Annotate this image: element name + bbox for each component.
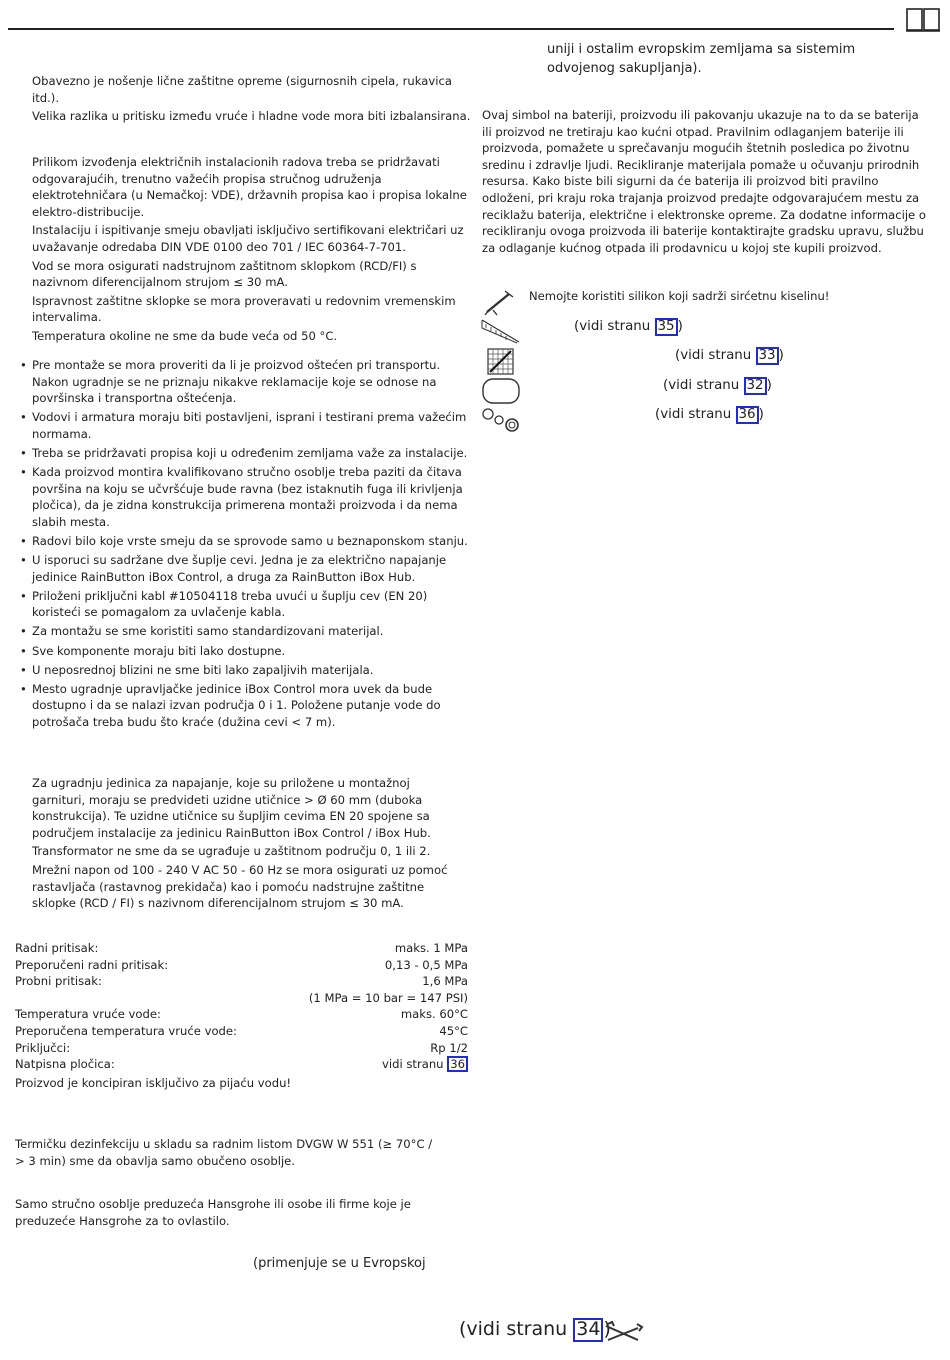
spec-row: Radni pritisak: maks. 1 MPa (15, 941, 468, 955)
dimension-drawing-icon (481, 318, 521, 344)
text-line: Obavezno je nošenje lične zaštitne opreme (sigurnosnih cipela, rukavica itd.). (32, 74, 452, 105)
grid-template-icon (487, 348, 514, 375)
page-ref-link[interactable]: 36 (447, 1056, 468, 1072)
silicone-gun-icon (483, 288, 515, 316)
text-line: Prilikom izvođenja električnih instalacionih radova treba se pridržavati odgovarajućih, trenutno važećih propisa stručnog udruženja elektrotehničara (u Nemačkoj: VDE), državnih propisa kao i propisa lokalne elektro-distribucije. (32, 155, 467, 219)
spec-row: (1 MPa = 10 bar = 147 PSI) (308, 990, 468, 1005)
page-ref-link[interactable]: 32 (744, 377, 767, 395)
page-ref-line: (vidi stranu 33 ) (675, 347, 784, 365)
authorized-personnel-note: Samo stručno osoblje preduzeća Hansgrohe ili osobe ili firme koje je preduzeće Hansgrohe za to ovlastilo. (15, 1197, 411, 1228)
text-line: Vod se mora osigurati nadstrujnom zaštitnom sklopkom (RCD/FI) s nazivnom diferencijalnom strujom ≤ 30 mA. (32, 258, 417, 290)
silicone-warning: Nemojte koristiti silikon koji sadrži sirćetnu kiselinu! (529, 289, 830, 303)
spec-row: Probni pritisak: 1,6 MPa (15, 974, 468, 989)
spec-row: Priključci: Rp 1/2 (15, 1040, 468, 1055)
text-line: Transformator ne sme da se ugrađuje u zaštitnom području 0, 1 ili 2. (32, 844, 431, 859)
list-item: • U neposrednoj blizini ne sme biti lako zapaljivih materijala. (20, 662, 470, 679)
spec-row: Preporučena temperatura vruće vode: 45°C (15, 1023, 468, 1038)
list-item: • Vodovi i armatura moraju biti postavljeni, isprani i testirani prema važećim normama. (20, 409, 470, 442)
page-ref-link[interactable]: 35 (655, 318, 678, 336)
battery-disposal-paragraph: Ovaj simbol na bateriji, proizvodu ili pakovanju ukazuje na to da se baterija ili proizvod ne tretiraju kao kućni otpad. Pravilnim odlaganjem baterije ili proizvoda, pomažete u sprečavanju mogućih štetnih posledica po životnu sredinu i zdravlje ljudi. Recikliranje materijala pomaže u očuvanju prirodnih resursa. Kako biste bili sigurni da će baterija ili proizvod biti pravilno odloženi, pri kraju roka trajanja proizvod predajte odgovarajućem mestu za reciklažu baterija, električne i elektronske opreme. Za dodatne informacije o recikliranju ovoga proizvoda ili baterije kontaktirajte gradsku upravu, službu za odlaganje kućnog otpada ili prodavnicu u kojoj ste kupili proizvod. (482, 108, 926, 255)
list-item: • U isporuci su sadržane dve šuplje cevi. Jedna je za električno napajanje jedinice RainButton iBox Control, a druga za RainButton iBox Hub. (20, 552, 470, 585)
list-item: • Priloženi priključni kabl #10504118 treba uvući u šuplju cev (EN 20) koristeći se pomagalom za uvlačenje kabla. (20, 588, 470, 621)
text-line: Velika razlika u pritisku između vruće i hladne vode mora biti izbalansirana. (32, 109, 471, 124)
list-item: • Za montažu se sme koristiti samo standardizovani materijal. (20, 623, 470, 640)
footer-page-ref: (vidi stranu 34 ) (459, 1318, 611, 1340)
header-rule (8, 28, 894, 30)
text-line: Instalaciju i ispitivanje smeju obavljati isključivo sertifikovani električari uz uvažavanje odredaba DIN VDE 0100 deo 701 / IEC 60364-7-701. (32, 223, 464, 254)
list-item: • Radovi bilo koje vrste smeju da se sprovode samo u beznaponskom stanju. (20, 533, 470, 550)
page-ref-link[interactable]: 36 (736, 406, 759, 424)
list-item: • Sve komponente moraju biti lako dostupne. (20, 643, 470, 660)
spare-parts-icon (481, 406, 521, 434)
text-line: Ispravnost zaštitne sklopke se mora proveravati u redovnim vremenskim intervalima. (32, 293, 456, 325)
page-ref-line: (vidi stranu 36 ) (655, 406, 764, 424)
safety-paragraph (32, 73, 472, 127)
spec-row: Preporučeni radni pritisak: 0,13 - 0,5 MPa (15, 957, 468, 972)
list-item: • Pre montaže se mora proveriti da li je proizvod oštećen pri transportu. Nakon ugradnje se ne priznaju nikakve reklamacije koje se odnose na površinska i transportna oštećenja. (20, 357, 470, 407)
eu-note: (primenjuje se u Evropskoj (253, 1256, 426, 1271)
rounded-rect-icon (482, 378, 520, 404)
text-line: Mrežni napon od 100 - 240 V AC 50 - 60 Hz se mora osigurati uz pomoć rastavljača (rastavnog prekidača) kao i pomoću nadstrujne zaštitne sklopke (RCD / FI) s nazivnom diferencijalnom strujom ≤ 30 mA. (32, 862, 448, 911)
page-ref-link[interactable]: 34 (573, 1318, 603, 1342)
list-item: • Mesto ugradnje upravljačke jedinice iBox Control mora uvek da bude dostupno i da se nalazi izvan područja 0 i 1. Položene putanje vode do potrošača trebа budu što kraće (dužina cevi < 7 m). (20, 681, 470, 731)
text-line: Za ugradnju jedinica za napajanje, koje su priložene u montažnoj garnituri, moraju se predvideti uzidne utičnice > Ø 60 mm (duboka konstrukcija). Te uzidne utičnice su šupljim cevima EN 20 spojene sa područjem instalacije za jedinicu RainButton iBox Control / iBox Hub. (32, 776, 431, 840)
power-supply-paragraph (32, 775, 464, 914)
list-item: • Kada proizvod montira kvalifikovano stručno osoblje treba paziti da čitava površina na koju se učvršćuje bude ravna (bez istaknutih fuga ili krivljenja pločica), da je zidna konstrukcija primerena montaži proizvoda i da nema slabih mesta. (20, 464, 470, 530)
text-line: Temperatura okoline ne sme da bude veća od 50 °C. (32, 328, 338, 343)
drinking-water-note: Proizvod je koncipiran isključivo za pijaću vodu! (15, 1075, 292, 1090)
tools-icon (604, 1320, 644, 1346)
page-ref-line: (vidi stranu 35 ) (574, 318, 683, 336)
list-item: • Treba se pridržavati propisa koji u određenim zemljama važe za instalacije. (20, 445, 470, 462)
page-ref-line: (vidi stranu 32 ) (663, 377, 772, 395)
book-icon (906, 8, 940, 32)
eu-note-continuation: uniji i ostalim evropskim zemljama sa sistemim odvojenog sakupljanja). (547, 42, 856, 76)
technical-data (15, 940, 468, 1091)
page-ref-link[interactable]: 33 (756, 347, 779, 365)
spec-row: Natpisna pločica: vidi stranu 36 (15, 1056, 468, 1073)
electrical-paragraph (32, 154, 470, 347)
disinfection-note: Termičku dezinfekciju u skladu sa radnim listom DVGW W 551 (≥ 70°C / > 3 min) sme da obavlja samo obučeno osoblje. (15, 1137, 433, 1168)
spec-row: Temperatura vruće vode: maks. 60°C (15, 1007, 468, 1022)
installation-list (20, 357, 470, 733)
